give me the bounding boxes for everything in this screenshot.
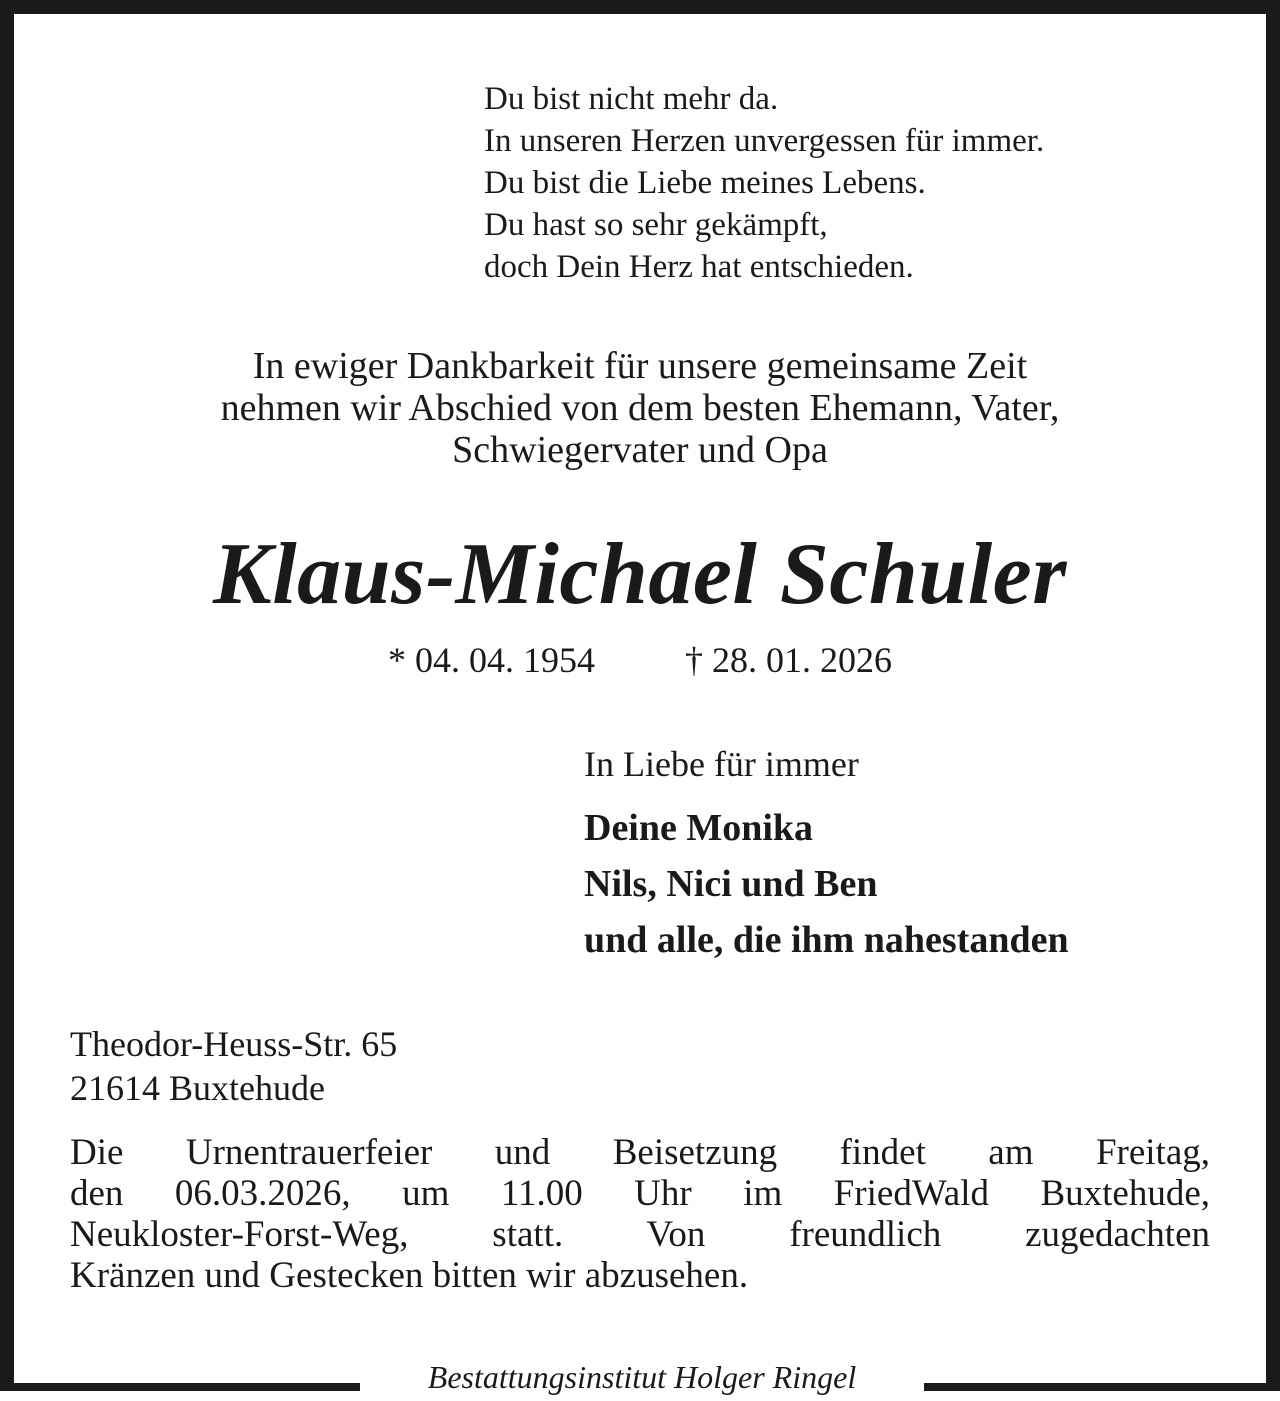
border-left xyxy=(0,0,14,1390)
funeral-notice xyxy=(70,1132,1210,1296)
funeral-home: Bestattungsinstitut Holger Ringel xyxy=(427,1359,857,1395)
intro-line: In ewiger Dankbarkeit für unsere gemeinsame Zeit xyxy=(252,345,1028,387)
poem xyxy=(484,78,1044,288)
life-dates xyxy=(0,638,1280,682)
signer-line: Deine Monika xyxy=(584,807,814,849)
intro-text xyxy=(40,345,1240,471)
address xyxy=(70,1022,397,1110)
poem-line: doch Dein Herz hat entschieden. xyxy=(484,249,914,285)
notice-line: Kränzen und Gestecken bitten wir abzusehen. xyxy=(70,1255,749,1296)
deceased-name: Klaus-Michael Schuler xyxy=(213,526,1067,623)
notice-line: den 06.03.2026, um 11.00 Uhr im FriedWald Buxtehude, xyxy=(70,1173,1210,1214)
border-bottom-left xyxy=(0,1383,360,1391)
notice-line: Neukloster-Forst-Weg, statt. Von freundlich zugedachten xyxy=(70,1214,1210,1255)
border-top xyxy=(0,0,1280,14)
border-right xyxy=(1266,0,1280,1390)
intro-line: nehmen wir Abschied von dem besten Ehemann, Vater, xyxy=(220,387,1060,429)
poem-line: Du hast so sehr gekämpft, xyxy=(484,207,828,243)
death-date: † 28. 01. 2026 xyxy=(685,640,892,680)
intro-line: Schwiegervater und Opa xyxy=(452,429,828,471)
border-bottom-right xyxy=(924,1383,1280,1391)
notice-line: Die Urnentrauerfeier und Beisetzung findet am Freitag, xyxy=(70,1132,1210,1173)
signer-line: Nils, Nici und Ben xyxy=(584,863,878,905)
closing-phrase: In Liebe für immer xyxy=(584,744,859,784)
birth-date: * 04. 04. 1954 xyxy=(388,640,595,680)
poem-line: Du bist nicht mehr da. xyxy=(484,81,779,117)
poem-line: In unseren Herzen unvergessen für immer. xyxy=(484,123,1045,159)
signers xyxy=(584,800,1069,968)
poem-line: Du bist die Liebe meines Lebens. xyxy=(484,165,926,201)
address-street: Theodor-Heuss-Str. 65 xyxy=(70,1024,398,1064)
address-city: 21614 Buxtehude xyxy=(70,1068,325,1108)
signer-line: und alle, die ihm nahestanden xyxy=(584,919,1069,961)
